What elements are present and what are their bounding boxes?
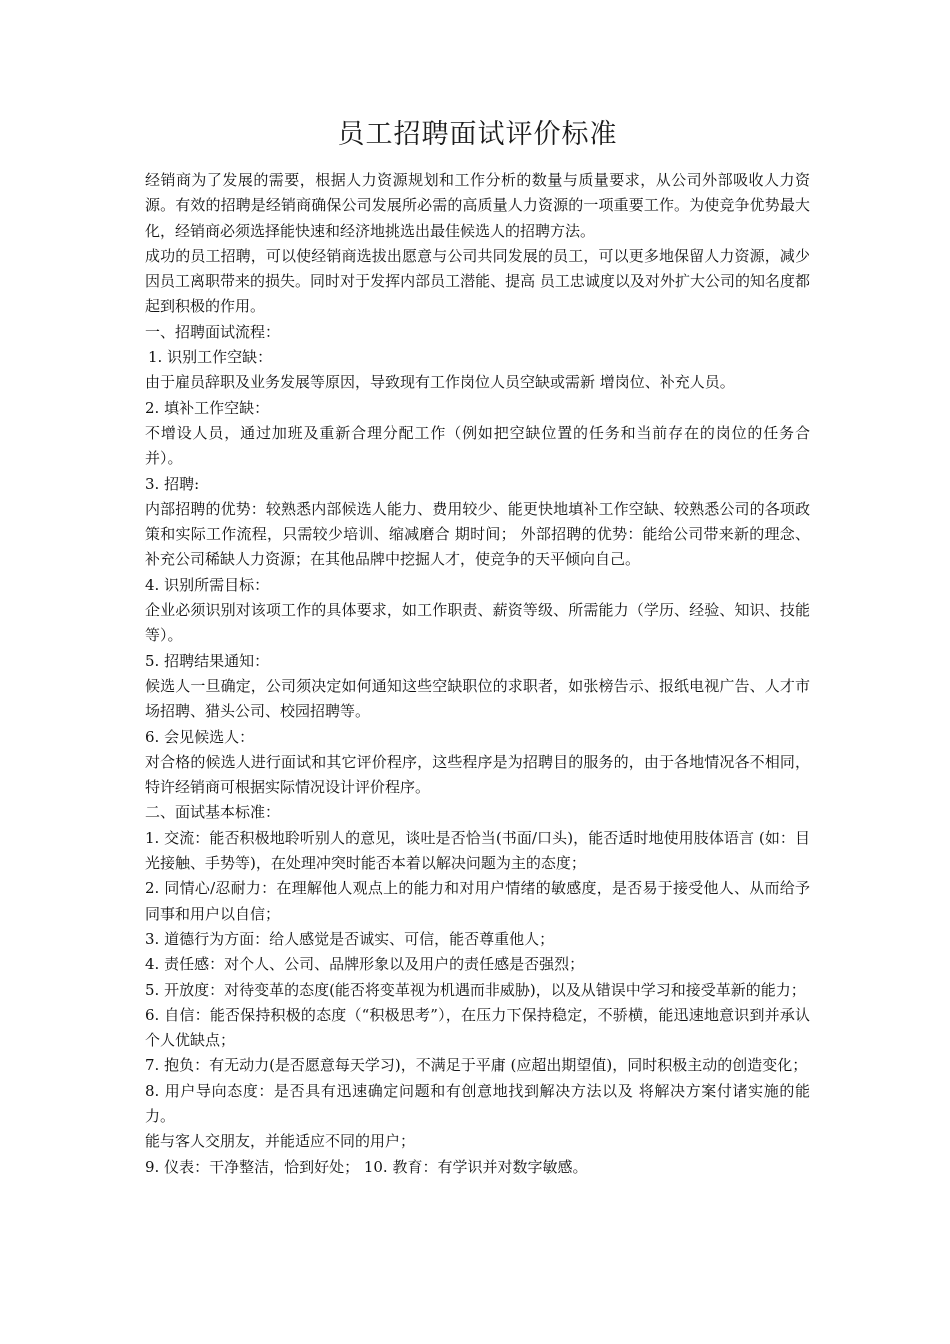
criteria-item: 5. 开放度：对待变革的态度(能否将变革视为机遇而非威胁)，以及从错误中学习和接受革新的能力； <box>145 980 806 999</box>
document-body <box>145 168 810 1180</box>
step-text: 不增设人员，通过加班及重新合理分配工作（例如把空缺位置的任务和当前存在的岗位的任务合并）。 <box>145 423 810 468</box>
step-heading: 4. 识别所需目标： <box>145 575 270 594</box>
section-heading-criteria: 二、面试基本标准： <box>145 803 281 822</box>
step-text: 由于雇员辞职及业务发展等原因，导致现有工作岗位人员空缺或需新 增岗位、补充人员。 <box>145 373 735 392</box>
section-heading-process: 一、招聘面试流程： <box>145 322 281 341</box>
criteria-item: 1. 交流：能否积极地聆听别人的意见，谈吐是否恰当(书面/口头)，能否适时地使用肢体语言 (如：目光接触、手势等)，在处理冲突时能否本着以解决问题为主的态度； <box>145 828 810 873</box>
step-heading: 1. 识别工作空缺： <box>148 348 273 367</box>
document-title: 员工招聘面试评价标准 <box>337 119 618 150</box>
document-page <box>145 0 810 1180</box>
criteria-item: 7. 抱负：有无动力(是否愿意每天学习)，不满足于平庸 (应超出期望值)，同时积极主动的创造变化； <box>145 1056 808 1075</box>
criteria-item: 2. 同情心/忍耐力：在理解他人观点上的能力和对用户情绪的敏感度，是否易于接受他人、从而给予同事和用户以自信； <box>145 879 810 923</box>
criteria-item: 3. 道德行为方面：给人感觉是否诚实、可信，能否尊重他人； <box>145 929 555 948</box>
step-text: 内部招聘的优势：较熟悉内部候选人能力、费用较少、能更快地填补工作空缺、较熟悉公司的各项政策和实际工作流程，只需较少培训、缩减磨合 期时间； 外部招聘的优势：能给公司带来新的理念、补充公司稀缺人力资源；在其他品牌中挖掘人才，使竞争的天平倾向自己。 <box>145 499 810 569</box>
step-heading: 2. 填补工作空缺： <box>145 398 270 417</box>
intro-paragraph: 成功的员工招聘，可以使经销商选拔出愿意与公司共同发展的员工，可以更多地保留人力资源，减少因员工离职带来的损失。同时对于发挥内部员工潜能、提高 员工忠诚度以及对外扩大公司的知名度都起到积极的作用。 <box>145 246 810 316</box>
step-heading: 3. 招聘: <box>145 474 200 493</box>
criteria-item: 8. 用户导向态度：是否具有迅速确定问题和有创意地找到解决方法以及 将解决方案付诸实施的能力。 <box>145 1081 810 1125</box>
step-text: 对合格的候选人进行面试和其它评价程序，这些程序是为招聘目的服务的，由于各地情况各不相同，特许经销商可根据实际情况设计评价程序。 <box>145 752 810 797</box>
intro-paragraph: 经销商为了发展的需要，根据人力资源规划和工作分析的数量与质量要求，从公司外部吸收人力资源。有效的招聘是经销商确保公司发展所必需的高质量人力资源的一项重要工作。为使竞争优势最大化，经销商必须选择能快速和经济地挑选出最佳候选人的招聘方法。 <box>145 171 810 240</box>
step-heading: 5. 招聘结果通知： <box>145 651 270 670</box>
step-text: 企业必须识别对该项工作的具体要求，如工作职责、薪资等级、所需能力（学历、经验、知识、技能等）。 <box>145 601 810 645</box>
criteria-item: 6. 自信：能否保持积极的态度（“积极思考”），在压力下保持稳定，不骄横，能迅速地意识到并承认个人优缺点； <box>145 1005 810 1050</box>
step-text: 候选人一旦确定，公司须决定如何通知这些空缺职位的求职者，如张榜告示、报纸电视广告、人才市场招聘、猎头公司、校园招聘等。 <box>145 676 810 721</box>
criteria-note: 能与客人交朋友，并能适应不同的用户； <box>145 1132 416 1151</box>
step-heading: 6. 会见候选人： <box>145 727 255 746</box>
criteria-item: 4. 责任感：对个人、公司、品牌形象以及用户的责任感是否强烈； <box>145 955 585 974</box>
criteria-item: 9. 仪表：干净整洁，恰到好处； 10. 教育：有学识并对数字敏感。 <box>145 1157 588 1176</box>
